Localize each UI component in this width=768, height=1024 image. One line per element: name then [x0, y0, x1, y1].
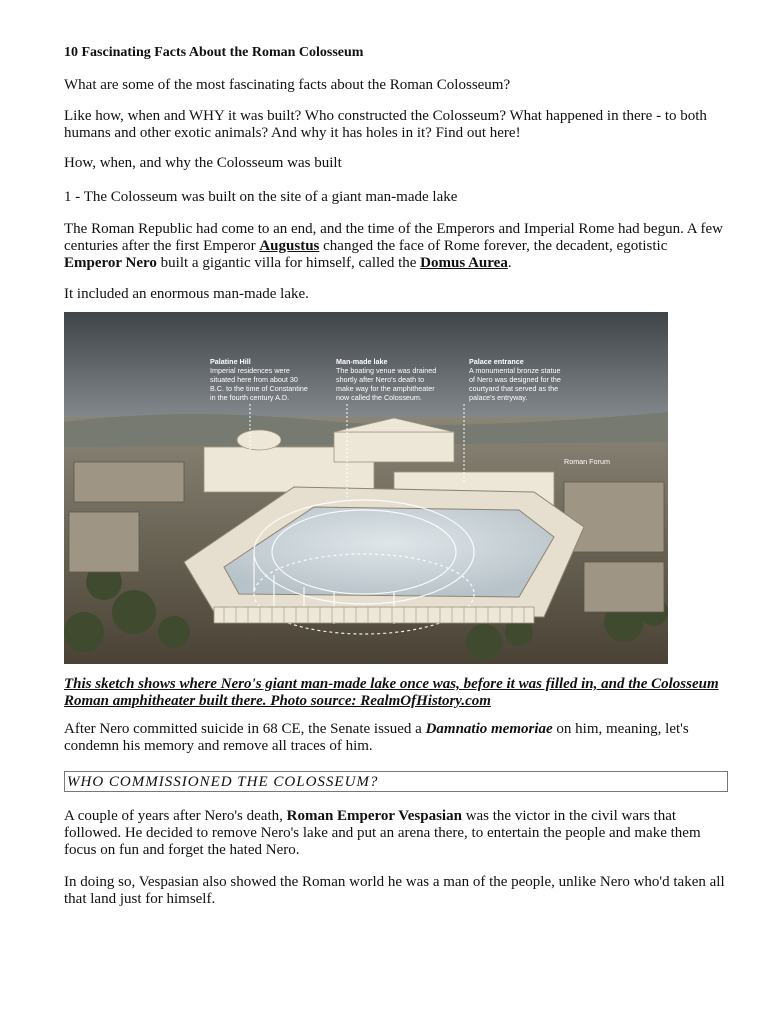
paragraph-nero-death — [64, 721, 728, 755]
illustration-graphic — [64, 312, 668, 664]
figure-caption[interactable]: This sketch shows where Nero's giant man-made lake once was, before it was filled in, and the Colosseum Roman amphitheater built there. Photo source: RealmOfHistory.com — [64, 676, 719, 709]
palace-entrance-label: Palace entrance A monumental bronze statue of Nero was designed for the courtyard that served as the palace's entryway. — [469, 357, 561, 402]
colosseum-lake-illustration — [64, 312, 668, 664]
para3-text-2: on him, meaning, let's condemn his memory and remove all traces of him. — [64, 721, 689, 754]
boxed-heading-who-commissioned: WHO COMMISSIONED THE COLOSSEUM? — [64, 771, 728, 792]
para3-text-1: After Nero committed suicide in 68 CE, the Senate issued a — [64, 721, 426, 737]
para4-text-2: was the victor in the civil wars that followed. He decided to remove Nero's lake and put an arena there, to entertain the people and make them focus on fun and forget the hated Nero. — [64, 808, 701, 858]
man-made-lake-label: Man-made lake The boating venue was drained shortly after Nero's death to make way for the amphitheater now called the Colosseum. — [336, 357, 437, 402]
intro-question: What are some of the most fascinating facts about the Roman Colosseum? — [64, 77, 511, 93]
palatine-hill-label: Palatine Hill Imperial residences were situated here from about 30 B.C. to the time of Constantine in the fourth century A.D. — [210, 357, 308, 402]
page-title: 10 Fascinating Facts About the Roman Colosseum — [64, 45, 364, 60]
para1-text-1: The Roman Republic had come to an end, and the time of the Emperors and Imperial Rome had begun. A few centuries after the first Emperor — [64, 221, 723, 254]
paragraph-lake: It included an enormous man-made lake. — [64, 286, 309, 302]
para1-text-2: changed the face of Rome forever, the decadent, egotistic — [319, 238, 668, 254]
domus-aurea-link[interactable]: Domus Aurea — [420, 255, 508, 271]
augustus-link[interactable]: Augustus — [259, 238, 320, 254]
fact-heading: 1 - The Colosseum was built on the site of a giant man-made lake — [64, 189, 458, 205]
paragraph-vespasian — [64, 808, 728, 859]
damnatio-memoriae-term: Damnatio memoriae — [425, 721, 553, 737]
para1-text-3: built a gigantic villa for himself, called the — [156, 255, 421, 271]
emperor-nero-bold: Emperor Nero — [64, 255, 157, 271]
paragraph-man-of-people: In doing so, Vespasian also showed the Roman world he was a man of the people, unlike Nero who'd taken all that land just for himself. — [64, 874, 725, 907]
paragraph-roman-republic — [64, 221, 728, 272]
para1-text-4: . — [507, 255, 512, 271]
section-heading: How, when, and why the Colosseum was built — [64, 155, 342, 171]
vespasian-bold: Roman Emperor Vespasian — [286, 808, 462, 824]
para4-text-1: A couple of years after Nero's death, — [64, 808, 287, 824]
roman-forum-label: Roman Forum — [564, 457, 610, 466]
intro-detail: Like how, when and WHY it was built? Who constructed the Colosseum? What happened in there - to both humans and other exotic animals? And why it has holes in it? Find out here! — [64, 108, 707, 141]
